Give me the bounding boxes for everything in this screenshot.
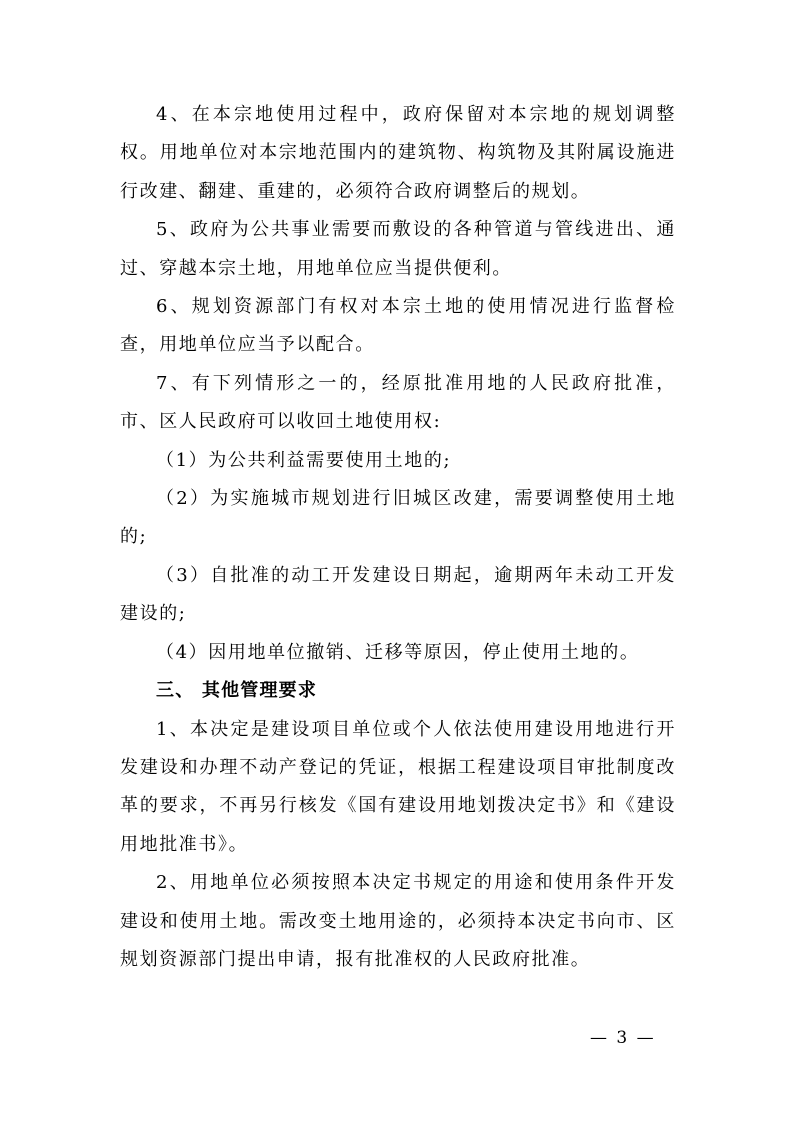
section-heading: 三、 其他管理要求 [156, 680, 318, 702]
list-item-4: （4）因用地单位撤销、迁移等原因，停止使用土地的。 [156, 641, 640, 663]
paragraph-item-6: 6、规划资源部门有权对本宗土地的使用情况进行监督检查，用地单位应当予以配合。 [120, 296, 676, 356]
paragraph-item-4: 4、在本宗地使用过程中，政府保留对本宗地的规划调整权。用地单位对本宗地范围内的建筑物、构筑物及其附属设施进行改建、翻建、重建的，必须符合政府调整后的规划。 [120, 104, 676, 202]
list-item-2: （2）为实施城市规划进行旧城区改建，需要调整使用土地的; [120, 488, 676, 548]
list-item-3: （3）自批准的动工开发建设日期起，逾期两年未动工开发建设的; [120, 564, 676, 625]
section-paragraph-2: 2、用地单位必须按照本决定书规定的用途和使用条件开发建设和使用土地。需改变土地用途的，必须持本决定书向市、区规划资源部门提出申请，报有批准权的人民政府批准。 [120, 872, 676, 970]
paragraph-item-5: 5、政府为公共事业需要而敷设的各种管道与管线进出、通过、穿越本宗土地，用地单位应当提供便利。 [120, 219, 676, 279]
section-paragraph-1: 1、本决定是建设项目单位或个人依法使用建设用地进行开发建设和办理不动产登记的凭证，根据工程建设项目审批制度改革的要求，不再另行核发《国有建设用地划拨决定书》和《建设用地批准书》。 [120, 718, 676, 855]
document-body [120, 96, 676, 979]
page-number: — 3 — [590, 1028, 656, 1048]
paragraph-item-7: 7、有下列情形之一的，经原批准用地的人民政府批准，市、区人民政府可以收回土地使用权: [120, 372, 676, 433]
list-item-1: （1）为公共利益需要使用土地的; [156, 449, 452, 471]
